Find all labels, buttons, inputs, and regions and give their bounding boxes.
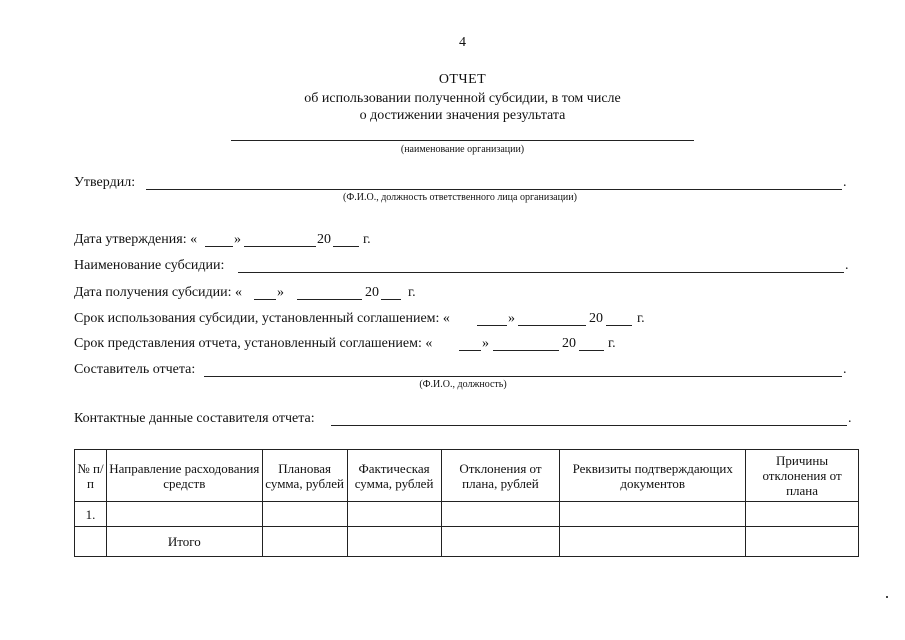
contacts-label: Контактные данные составителя отчета: [74,411,315,426]
report-term-label: Срок представления отчета, установленный соглашением: « [74,336,433,351]
table-row [75,502,859,527]
table-cell [75,527,107,557]
table-cell [746,502,859,527]
header-direction: Направление расходования средств [106,450,262,502]
usage-term-suffix: г. [637,311,645,326]
receipt-day-line [254,299,276,300]
compiler-caption: (Ф.И.О., должность) [419,379,507,390]
receipt-date-suffix: г. [408,285,416,300]
compiler-label: Составитель отчета: [74,362,196,377]
table-cell [347,502,441,527]
receipt-month-line [297,299,362,300]
approval-date-label: Дата утверждения: « [74,232,198,247]
report-day-line [459,350,481,351]
total-label: Итого [106,527,262,557]
approved-period: . [843,175,847,190]
table-cell [560,527,746,557]
receipt-date-year: 20 [365,285,379,300]
header-actual-sum: Фактическая сумма, рублей [347,450,441,502]
subsidy-name-period: . [845,258,849,273]
table-cell [262,527,347,557]
table-cell [441,502,560,527]
table-cell [746,527,859,557]
document-subtitle-line1: об использовании полученной субсидии, в том числе [304,91,621,106]
table-cell [441,527,560,557]
header-reasons: Причины отклонения от плана [746,450,859,502]
subsidy-name-label: Наименование субсидии: [74,258,225,273]
usage-month-line [518,325,586,326]
header-number: № п/п [75,450,107,502]
approval-date-mid: » [234,232,241,247]
report-term-mid: » [482,336,489,351]
table-cell [262,502,347,527]
subsidy-name-line [238,272,844,273]
compiler-period: . [843,362,847,377]
document-subtitle-line2: о достижении значения результата [359,108,566,123]
usage-term-year: 20 [589,311,603,326]
approval-date-year: 20 [317,232,331,247]
table-header-row [75,450,859,502]
table-cell [560,502,746,527]
organization-caption: (наименование организации) [400,144,525,155]
report-year-line [579,350,604,351]
usage-term-mid: » [508,311,515,326]
report-table [74,449,859,557]
usage-day-line [477,325,507,326]
page-number: 4 [459,35,466,50]
table-cell [347,527,441,557]
approval-year-line [333,246,359,247]
usage-year-line [606,325,632,326]
header-deviation: Отклонения от плана, рублей [441,450,560,502]
receipt-date-label: Дата получения субсидии: « [74,285,243,300]
report-term-suffix: г. [608,336,616,351]
organization-name-line [231,140,694,141]
receipt-year-line [381,299,401,300]
report-term-year: 20 [562,336,576,351]
receipt-date-mid: » [277,285,284,300]
document-title: ОТЧЕТ [438,72,487,87]
approved-label: Утвердил: [74,175,136,190]
contacts-line [331,425,847,426]
scan-speck [886,596,888,598]
approval-date-suffix: г. [363,232,371,247]
compiler-line [204,376,842,377]
approval-month-line [244,246,316,247]
header-planned-sum: Плановая сумма, рублей [262,450,347,502]
table-total-row [75,527,859,557]
row-number: 1. [75,502,107,527]
usage-term-label: Срок использования субсидии, установленный соглашением: « [74,311,450,326]
approved-caption: (Ф.И.О., должность ответственного лица организации) [343,192,577,203]
header-documents: Реквизиты подтверждающих документов [560,450,746,502]
contacts-period: . [848,411,852,426]
approved-line [146,189,842,190]
table-cell [106,502,262,527]
approval-day-line [205,246,233,247]
report-month-line [493,350,559,351]
